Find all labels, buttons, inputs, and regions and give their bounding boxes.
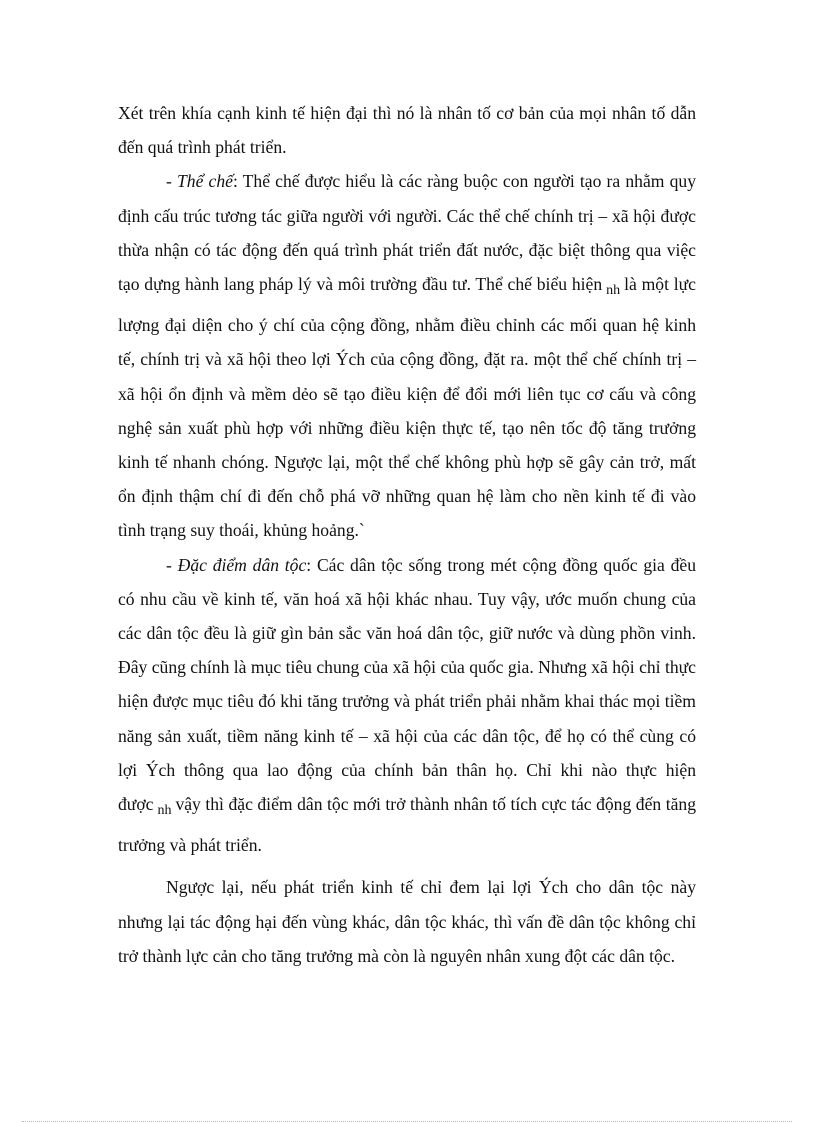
paragraph-text: vậy thì đặc điểm dân tộc mới trở thành nhân tố tích cực tác động đến tăng trưởng và phát triển. bbox=[118, 794, 696, 856]
term-dac-diem-dan-toc: Đặc điểm dân tộc bbox=[177, 554, 307, 575]
paragraph-text: là một lực lượng đại diện cho ý chí của cộng đồng, nhằm điều chỉnh các mối quan hệ kinh tế, chính trị và xã hội theo lợi Ých của cộng đồng, đặt ra. một thể chế chính trị – xã hội ổn định và mềm dẻo sẽ tạo điều kiện để đổi mới liên tục cơ cấu và công nghệ sản xuất phù hợp với những điều kiện thực tế, tạo nên tốc độ tăng trưởng kinh tế nhanh chóng. Ngược lại, một thể chế không phù hợp sẽ gây cản trở, mất ổn định thậm chí đi đến chỗ phá vỡ những quan hệ làm cho nền kinh tế đi vào tình trạng suy thoái, khủng hoảng.` bbox=[118, 274, 696, 541]
inline-mark: nh bbox=[157, 803, 172, 819]
paragraph-text: : Các dân tộc sống trong mét cộng đồng quốc gia đều có nhu cầu về kinh tế, văn hoá xã hội khác nhau. Tuy vậy, ước muốn chung của các dân tộc đều là giữ gìn bản sắc văn hoá dân tộc, giữ nước và dùng phồn vinh. Đây cũng chính là mục tiêu chung của xã hội của quốc gia. Nhưng xã hội chỉ thực hiện được mục tiêu đó khi tăng trưởng và phát triển phải nhằm khai thác mọi tiềm năng sản xuất, tiềm năng kinh tế – xã hội của các dân tộc, để họ có thể cùng có lợi Ých thông qua lao động của chính bản thân họ. Chỉ khi nào thực hiện được bbox=[118, 554, 696, 815]
paragraph-text: : Thể chế được hiểu là các ràng buộc con người tạo ra nhằm quy định cấu trúc tương tác giữa người với người. Các thể chế chính trị – xã hội được thừa nhận có tác động đến quá trình phát triển đất nước, đặc biệt thông qua việc tạo dựng hành lang pháp lý và môi trường đầu tư. Thể chế biểu hiện bbox=[118, 171, 696, 295]
list-dash: - bbox=[166, 171, 178, 192]
paragraph-the-che bbox=[118, 164, 696, 547]
paragraph-intro: Xét trên khía cạnh kinh tế hiện đại thì nó là nhân tố cơ bản của mọi nhân tố dẫn đến quá trình phát triển. bbox=[118, 103, 696, 158]
list-dash: - bbox=[166, 554, 178, 575]
paragraph-nguoc-lai: Ngược lại, nếu phát triển kinh tế chỉ đem lại lợi Ých cho dân tộc này nhưng lại tác động hại đến vùng khác, dân tộc khác, thì vấn đề dân tộc không chỉ trở thành lực cản cho tăng trưởng mà còn là nguyên nhân xung đột các dân tộc. bbox=[118, 877, 696, 966]
inline-mark: nh bbox=[606, 283, 621, 299]
document-body bbox=[118, 96, 696, 973]
term-the-che: Thể chế bbox=[177, 171, 233, 192]
paragraph-dac-diem-dan-toc bbox=[118, 548, 696, 863]
page-bottom-divider bbox=[22, 1121, 792, 1122]
